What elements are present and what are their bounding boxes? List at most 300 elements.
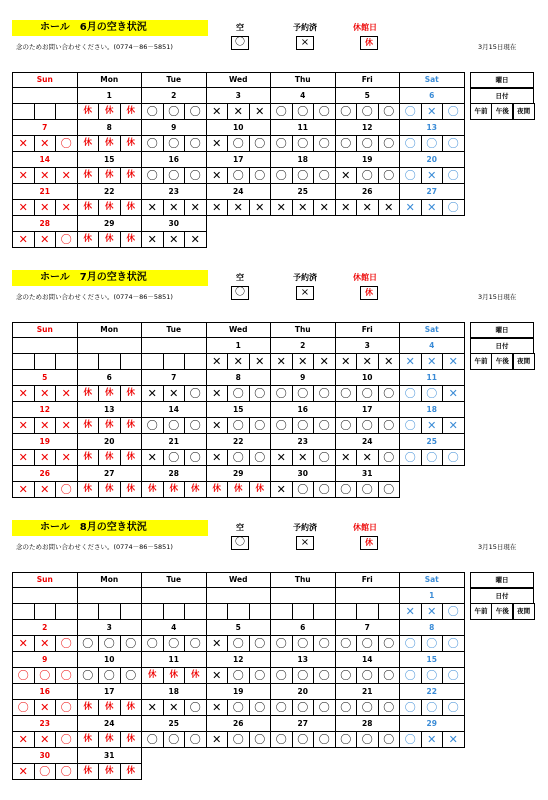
available-slot: 〇 <box>249 635 272 652</box>
closed-slot: 休 <box>120 763 143 780</box>
available-slot: 〇 <box>313 135 336 152</box>
date-number: 1 <box>399 588 465 603</box>
date-number: 18 <box>270 152 336 167</box>
available-slot: 〇 <box>313 385 336 402</box>
date-number: 20 <box>77 434 143 449</box>
empty-slot <box>292 603 315 620</box>
date-number: 30 <box>141 216 207 231</box>
reserved-slot: ✕ <box>313 353 336 370</box>
day-header: Sat <box>399 72 465 88</box>
available-slot: 〇 <box>184 417 207 434</box>
available-slot: 〇 <box>356 167 379 184</box>
reserved-slot: ✕ <box>34 417 57 434</box>
empty-slot <box>12 103 35 120</box>
available-slot: 〇 <box>249 731 272 748</box>
date-number: 9 <box>12 652 78 667</box>
available-slot: 〇 <box>249 167 272 184</box>
date-number: 18 <box>399 402 465 417</box>
reserved-slot: ✕ <box>34 731 57 748</box>
reserved-slot: ✕ <box>249 199 272 216</box>
day-header: Tue <box>141 72 207 88</box>
reserved-slot: ✕ <box>141 231 164 248</box>
month-title: ホール 8月の空き状況 <box>12 520 208 536</box>
available-slot: 〇 <box>184 385 207 402</box>
available-slot: 〇 <box>378 103 401 120</box>
date-number <box>141 588 207 603</box>
available-slot: 〇 <box>313 635 336 652</box>
date-number: 13 <box>270 652 336 667</box>
reserved-slot: ✕ <box>227 353 250 370</box>
date-number: 9 <box>141 120 207 135</box>
side-day-label: 曜日 <box>470 322 534 338</box>
reserved-slot: ✕ <box>12 449 35 466</box>
reserved-slot: ✕ <box>141 199 164 216</box>
available-slot: 〇 <box>270 385 293 402</box>
closed-slot: 休 <box>98 449 121 466</box>
empty-slot <box>55 353 78 370</box>
date-number: 19 <box>335 152 401 167</box>
available-slot: 〇 <box>292 417 315 434</box>
available-slot: 〇 <box>399 635 422 652</box>
empty-slot <box>163 353 186 370</box>
date-number: 17 <box>206 152 272 167</box>
reserved-slot: ✕ <box>378 353 401 370</box>
date-number: 21 <box>141 434 207 449</box>
day-header: Sun <box>12 572 78 588</box>
reserved-slot: ✕ <box>163 231 186 248</box>
date-number: 31 <box>335 466 401 481</box>
closed-slot: 休 <box>227 481 250 498</box>
available-slot: 〇 <box>313 667 336 684</box>
date-number: 15 <box>77 152 143 167</box>
closed-slot: 休 <box>120 167 143 184</box>
date-number: 22 <box>206 434 272 449</box>
available-slot: 〇 <box>184 103 207 120</box>
available-slot: 〇 <box>313 103 336 120</box>
available-slot: 〇 <box>77 667 100 684</box>
date-number: 15 <box>206 402 272 417</box>
reserved-slot: ✕ <box>206 731 229 748</box>
closed-slot: 休 <box>120 481 143 498</box>
closed-slot: 休 <box>77 731 100 748</box>
available-slot: 〇 <box>227 385 250 402</box>
day-header: Thu <box>270 322 336 338</box>
reserved-slot: ✕ <box>34 167 57 184</box>
date-number: 30 <box>270 466 336 481</box>
reserved-slot: ✕ <box>206 699 229 716</box>
day-header: Thu <box>270 572 336 588</box>
available-slot: 〇 <box>184 731 207 748</box>
reserved-slot: ✕ <box>34 199 57 216</box>
available-slot: 〇 <box>34 763 57 780</box>
reserved-slot: ✕ <box>34 699 57 716</box>
empty-slot <box>378 603 401 620</box>
closed-slot: 休 <box>98 385 121 402</box>
date-number <box>206 588 272 603</box>
available-slot: 〇 <box>378 481 401 498</box>
available-slot: 〇 <box>378 417 401 434</box>
available-slot: 〇 <box>270 635 293 652</box>
available-slot: 〇 <box>120 667 143 684</box>
available-slot: 〇 <box>335 385 358 402</box>
empty-slot <box>270 603 293 620</box>
available-slot: 〇 <box>184 699 207 716</box>
available-slot: 〇 <box>12 699 35 716</box>
available-slot: 〇 <box>378 135 401 152</box>
available-slot: 〇 <box>442 135 465 152</box>
empty-slot <box>206 603 229 620</box>
legend-empty-label: 空 <box>236 273 244 282</box>
reserved-slot: ✕ <box>12 731 35 748</box>
legend-reserved-label: 予約済 <box>293 273 317 282</box>
closed-slot: 休 <box>77 167 100 184</box>
available-slot: 〇 <box>421 385 444 402</box>
date-number: 23 <box>12 716 78 731</box>
reserved-slot: ✕ <box>55 417 78 434</box>
available-slot: 〇 <box>399 449 422 466</box>
side-date-label: 日付 <box>470 588 534 604</box>
reserved-slot: ✕ <box>163 699 186 716</box>
date-number: 27 <box>77 466 143 481</box>
available-slot: 〇 <box>270 135 293 152</box>
reserved-slot: ✕ <box>55 385 78 402</box>
legend-empty-symbol: 〇 <box>231 36 249 50</box>
available-slot: 〇 <box>141 417 164 434</box>
day-header: Wed <box>206 72 272 88</box>
available-slot: 〇 <box>163 731 186 748</box>
day-header: Sun <box>12 322 78 338</box>
date-number: 31 <box>77 748 143 763</box>
closed-slot: 休 <box>98 699 121 716</box>
available-slot: 〇 <box>227 635 250 652</box>
date-number: 16 <box>141 152 207 167</box>
month-section <box>0 270 548 520</box>
as-of-date: 3月15日現在 <box>478 43 517 51</box>
closed-slot: 休 <box>206 481 229 498</box>
reserved-slot: ✕ <box>292 199 315 216</box>
reserved-slot: ✕ <box>399 603 422 620</box>
available-slot: 〇 <box>163 167 186 184</box>
closed-slot: 休 <box>77 417 100 434</box>
contact-note: 念のためお問い合わせください。(0774－86－5851) <box>16 543 173 551</box>
reserved-slot: ✕ <box>206 385 229 402</box>
date-number <box>77 588 143 603</box>
date-number <box>77 338 143 353</box>
date-number: 10 <box>335 370 401 385</box>
reserved-slot: ✕ <box>356 449 379 466</box>
available-slot: 〇 <box>378 449 401 466</box>
reserved-slot: ✕ <box>163 385 186 402</box>
date-number: 24 <box>77 716 143 731</box>
available-slot: 〇 <box>356 731 379 748</box>
empty-slot <box>249 603 272 620</box>
empty-slot <box>34 603 57 620</box>
available-slot: 〇 <box>227 699 250 716</box>
closed-slot: 休 <box>98 135 121 152</box>
reserved-slot: ✕ <box>399 353 422 370</box>
closed-slot: 休 <box>120 199 143 216</box>
available-slot: 〇 <box>356 667 379 684</box>
as-of-date: 3月15日現在 <box>478 543 517 551</box>
available-slot: 〇 <box>442 103 465 120</box>
available-slot: 〇 <box>141 731 164 748</box>
reserved-slot: ✕ <box>421 103 444 120</box>
available-slot: 〇 <box>378 731 401 748</box>
reserved-slot: ✕ <box>442 417 465 434</box>
date-number: 10 <box>77 652 143 667</box>
available-slot: 〇 <box>356 635 379 652</box>
reserved-slot: ✕ <box>270 449 293 466</box>
date-number: 29 <box>77 216 143 231</box>
date-number: 8 <box>206 370 272 385</box>
empty-slot <box>184 603 207 620</box>
side-slot-label: 夜間 <box>513 353 535 370</box>
date-number: 18 <box>141 684 207 699</box>
closed-slot: 休 <box>120 231 143 248</box>
date-number: 8 <box>399 620 465 635</box>
available-slot: 〇 <box>292 385 315 402</box>
reserved-slot: ✕ <box>421 731 444 748</box>
date-number: 19 <box>206 684 272 699</box>
legend-empty-symbol: 〇 <box>231 536 249 550</box>
date-number: 25 <box>141 716 207 731</box>
available-slot: 〇 <box>399 103 422 120</box>
date-number: 22 <box>399 684 465 699</box>
reserved-slot: ✕ <box>206 167 229 184</box>
day-header: Fri <box>335 322 401 338</box>
legend-closed-symbol: 休 <box>360 286 378 300</box>
reserved-slot: ✕ <box>227 103 250 120</box>
reserved-slot: ✕ <box>421 603 444 620</box>
available-slot: 〇 <box>399 417 422 434</box>
side-slot-label: 夜間 <box>513 103 535 120</box>
reserved-slot: ✕ <box>227 199 250 216</box>
available-slot: 〇 <box>163 449 186 466</box>
available-slot: 〇 <box>55 135 78 152</box>
available-slot: 〇 <box>141 135 164 152</box>
date-number: 28 <box>12 216 78 231</box>
date-number: 28 <box>335 716 401 731</box>
reserved-slot: ✕ <box>34 385 57 402</box>
available-slot: 〇 <box>270 731 293 748</box>
reserved-slot: ✕ <box>442 385 465 402</box>
available-slot: 〇 <box>313 449 336 466</box>
date-number: 14 <box>335 652 401 667</box>
date-number: 1 <box>206 338 272 353</box>
closed-slot: 休 <box>120 103 143 120</box>
available-slot: 〇 <box>141 103 164 120</box>
side-slot-label: 夜間 <box>513 603 535 620</box>
available-slot: 〇 <box>292 731 315 748</box>
date-number: 29 <box>206 466 272 481</box>
legend-reserved-symbol: × <box>296 286 314 300</box>
date-number: 13 <box>399 120 465 135</box>
reserved-slot: ✕ <box>442 731 465 748</box>
available-slot: 〇 <box>421 699 444 716</box>
available-slot: 〇 <box>141 635 164 652</box>
date-number: 12 <box>12 402 78 417</box>
side-slot-label: 午前 <box>470 103 492 120</box>
available-slot: 〇 <box>227 667 250 684</box>
empty-slot <box>141 603 164 620</box>
empty-slot <box>227 603 250 620</box>
available-slot: 〇 <box>34 667 57 684</box>
closed-slot: 休 <box>98 199 121 216</box>
side-day-label: 曜日 <box>470 72 534 88</box>
available-slot: 〇 <box>356 481 379 498</box>
empty-slot <box>163 603 186 620</box>
available-slot: 〇 <box>184 635 207 652</box>
side-slot-label: 午後 <box>491 103 513 120</box>
closed-slot: 休 <box>77 699 100 716</box>
date-number: 22 <box>77 184 143 199</box>
closed-slot: 休 <box>98 417 121 434</box>
available-slot: 〇 <box>399 135 422 152</box>
available-slot: 〇 <box>421 635 444 652</box>
available-slot: 〇 <box>270 167 293 184</box>
date-number: 5 <box>12 370 78 385</box>
reserved-slot: ✕ <box>421 353 444 370</box>
available-slot: 〇 <box>335 667 358 684</box>
reserved-slot: ✕ <box>206 449 229 466</box>
date-number: 14 <box>12 152 78 167</box>
available-slot: 〇 <box>55 635 78 652</box>
available-slot: 〇 <box>356 103 379 120</box>
reserved-slot: ✕ <box>378 199 401 216</box>
closed-slot: 休 <box>98 231 121 248</box>
reserved-slot: ✕ <box>141 699 164 716</box>
available-slot: 〇 <box>98 635 121 652</box>
reserved-slot: ✕ <box>356 353 379 370</box>
reserved-slot: ✕ <box>206 135 229 152</box>
legend-reserved-label: 予約済 <box>293 523 317 532</box>
date-number: 16 <box>12 684 78 699</box>
available-slot: 〇 <box>442 667 465 684</box>
available-slot: 〇 <box>249 667 272 684</box>
month-section <box>0 20 548 270</box>
date-number: 5 <box>206 620 272 635</box>
day-header: Sun <box>12 72 78 88</box>
available-slot: 〇 <box>292 481 315 498</box>
empty-slot <box>34 103 57 120</box>
available-slot: 〇 <box>292 699 315 716</box>
date-number: 6 <box>77 370 143 385</box>
reserved-slot: ✕ <box>442 353 465 370</box>
empty-slot <box>77 603 100 620</box>
available-slot: 〇 <box>163 417 186 434</box>
date-number: 19 <box>12 434 78 449</box>
available-slot: 〇 <box>249 135 272 152</box>
available-slot: 〇 <box>270 417 293 434</box>
empty-slot <box>12 353 35 370</box>
empty-slot <box>55 603 78 620</box>
available-slot: 〇 <box>249 385 272 402</box>
day-header: Sat <box>399 572 465 588</box>
available-slot: 〇 <box>292 667 315 684</box>
closed-slot: 休 <box>77 763 100 780</box>
closed-slot: 休 <box>98 167 121 184</box>
reserved-slot: ✕ <box>270 199 293 216</box>
date-number: 17 <box>335 402 401 417</box>
date-number: 26 <box>335 184 401 199</box>
date-number: 27 <box>270 716 336 731</box>
date-number <box>335 588 401 603</box>
legend-closed-label: 休館日 <box>353 23 377 32</box>
reserved-slot: ✕ <box>55 199 78 216</box>
reserved-slot: ✕ <box>34 449 57 466</box>
reserved-slot: ✕ <box>34 135 57 152</box>
available-slot: 〇 <box>335 481 358 498</box>
reserved-slot: ✕ <box>335 199 358 216</box>
date-number: 2 <box>12 620 78 635</box>
side-slot-label: 午前 <box>470 353 492 370</box>
empty-slot <box>335 603 358 620</box>
closed-slot: 休 <box>77 481 100 498</box>
side-slot-label: 午後 <box>491 353 513 370</box>
closed-slot: 休 <box>77 103 100 120</box>
empty-slot <box>141 353 164 370</box>
available-slot: 〇 <box>270 667 293 684</box>
available-slot: 〇 <box>163 635 186 652</box>
available-slot: 〇 <box>98 667 121 684</box>
available-slot: 〇 <box>378 635 401 652</box>
date-number: 11 <box>270 120 336 135</box>
closed-slot: 休 <box>120 417 143 434</box>
date-number: 26 <box>12 466 78 481</box>
reserved-slot: ✕ <box>184 199 207 216</box>
available-slot: 〇 <box>356 699 379 716</box>
available-slot: 〇 <box>227 417 250 434</box>
date-number: 7 <box>141 370 207 385</box>
date-number: 28 <box>141 466 207 481</box>
reserved-slot: ✕ <box>12 167 35 184</box>
available-slot: 〇 <box>442 199 465 216</box>
available-slot: 〇 <box>335 417 358 434</box>
available-slot: 〇 <box>184 135 207 152</box>
month-title: ホール 7月の空き状況 <box>12 270 208 286</box>
date-number <box>12 338 78 353</box>
reserved-slot: ✕ <box>206 103 229 120</box>
available-slot: 〇 <box>292 103 315 120</box>
date-number <box>270 588 336 603</box>
date-number: 26 <box>206 716 272 731</box>
date-number: 20 <box>270 684 336 699</box>
reserved-slot: ✕ <box>292 353 315 370</box>
day-header: Thu <box>270 72 336 88</box>
reserved-slot: ✕ <box>249 103 272 120</box>
date-number: 7 <box>335 620 401 635</box>
closed-slot: 休 <box>141 667 164 684</box>
available-slot: 〇 <box>421 135 444 152</box>
date-number: 4 <box>270 88 336 103</box>
reserved-slot: ✕ <box>399 199 422 216</box>
empty-slot <box>77 353 100 370</box>
available-slot: 〇 <box>227 731 250 748</box>
reserved-slot: ✕ <box>421 417 444 434</box>
available-slot: 〇 <box>292 635 315 652</box>
date-number: 9 <box>270 370 336 385</box>
available-slot: 〇 <box>335 635 358 652</box>
available-slot: 〇 <box>442 167 465 184</box>
available-slot: 〇 <box>270 103 293 120</box>
closed-slot: 休 <box>120 731 143 748</box>
reserved-slot: ✕ <box>34 481 57 498</box>
empty-slot <box>120 603 143 620</box>
reserved-slot: ✕ <box>421 199 444 216</box>
reserved-slot: ✕ <box>12 135 35 152</box>
available-slot: 〇 <box>55 763 78 780</box>
available-slot: 〇 <box>335 103 358 120</box>
